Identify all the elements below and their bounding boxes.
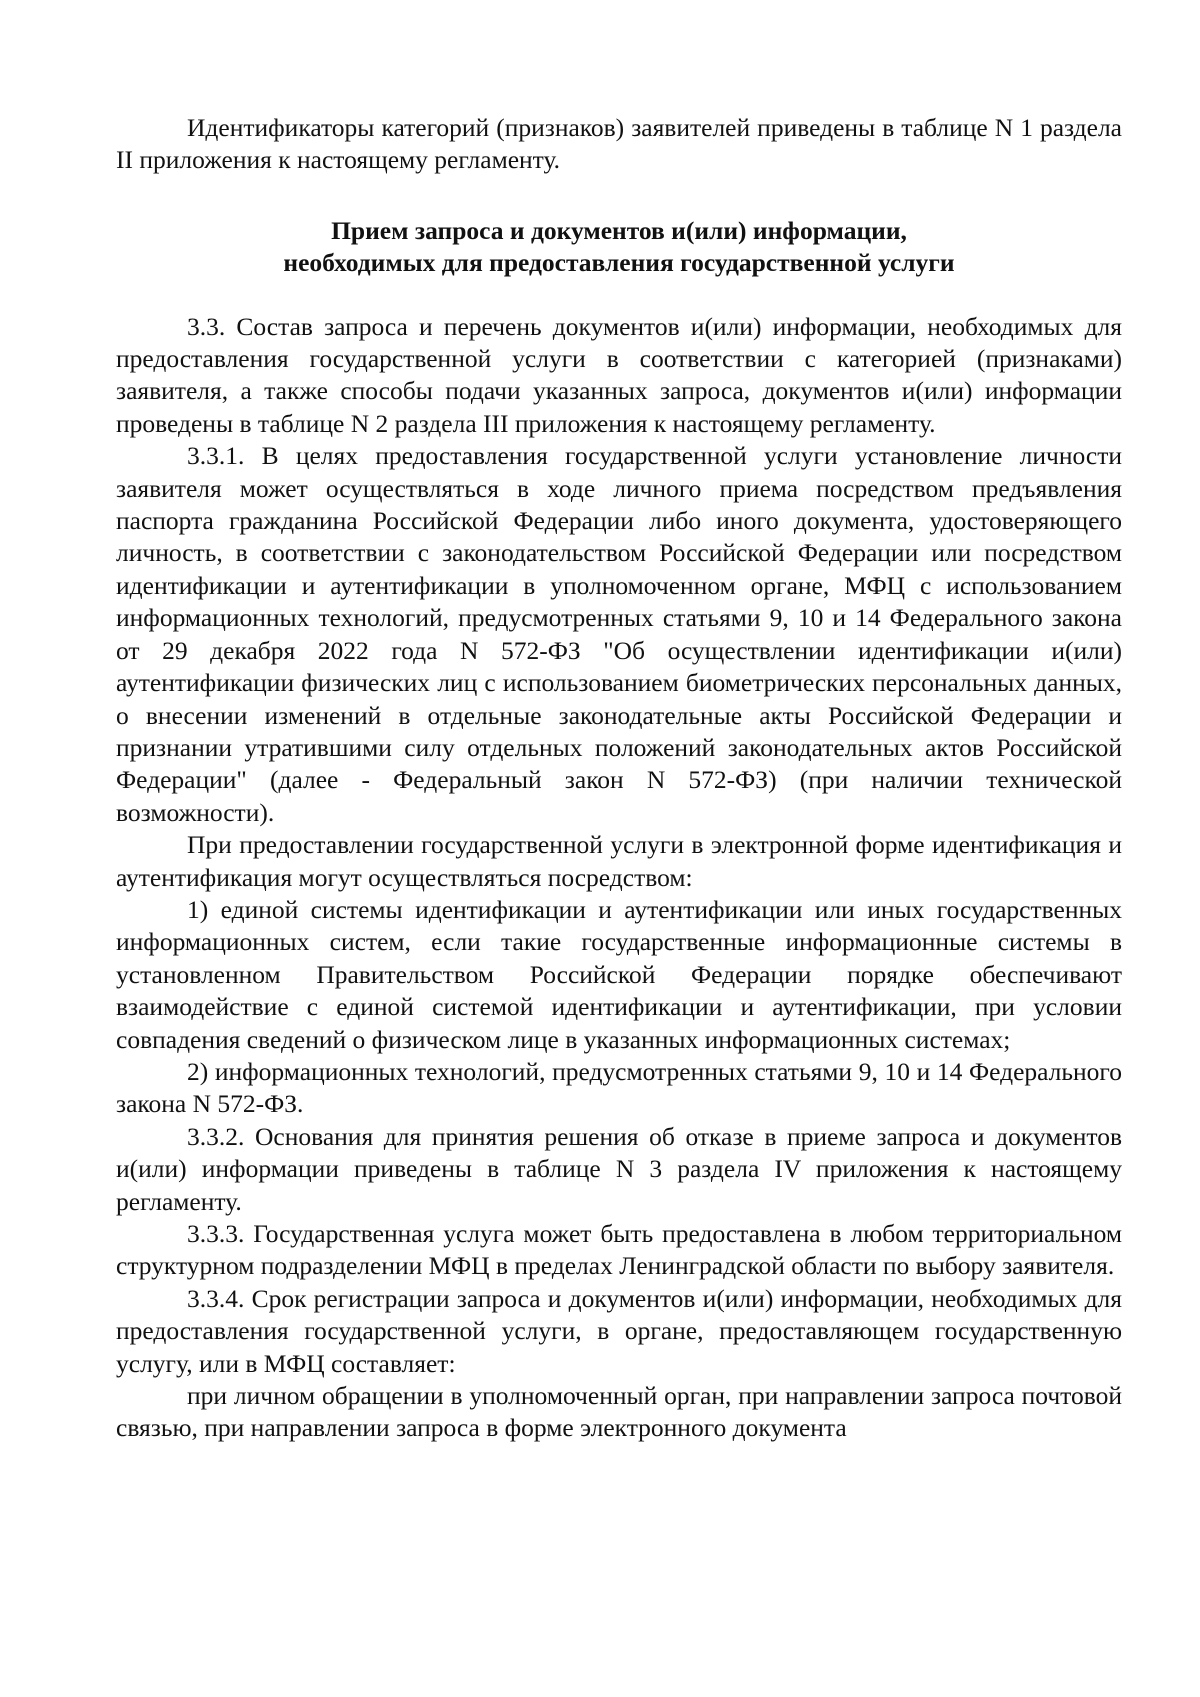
section-heading-line-1: Прием запроса и документов и(или) информации, <box>331 215 907 245</box>
section-heading-line-2: необходимых для предоставления государственной услуги <box>283 248 955 278</box>
section-heading <box>116 215 1122 280</box>
paragraph-3-3-2: 3.3.2. Основания для принятия решения об отказе в приеме запроса и документов и(или) информации приведены в таблице N 3 раздела IV приложения к настоящему регламенту. <box>116 1121 1122 1216</box>
paragraph-3-3-3: 3.3.3. Государственная услуга может быть предоставлена в любом территориальном структурном подразделении МФЦ в пределах Ленинградской области по выбору заявителя. <box>116 1219 1122 1281</box>
document-page <box>116 112 1122 1445</box>
list-item-1: 1) единой системы идентификации и аутентификации или иных государственных информационных систем, если такие государственные информационные системы в установленном Правительством Российской Федерации порядке обеспечивают взаимодействие с единой системой идентификации и аутентификации, при условии совпадения сведений о физическом лице в указанных информационных системах; <box>116 894 1122 1054</box>
paragraph-registration-terms: при личном обращении в уполномоченный орган, при направлении запроса почтовой связью, при направлении запроса в форме электронного документа <box>116 1381 1122 1443</box>
list-item-2: 2) информационных технологий, предусмотренных статьями 9, 10 и 14 Федерального закона N 572-ФЗ. <box>116 1056 1122 1119</box>
paragraph-3-3-1: 3.3.1. В целях предоставления государственной услуги установление личности заявителя может осуществляться в ходе личного приема посредством предъявления паспорта гражданина Российской Федерации либо иного документа, удостоверяющего личность, в соответствии с законодательством Российской Федерации или посредством идентификации и аутентификации в уполномоченном органе, МФЦ с использованием информационных технологий, предусмотренных статьями 9, 10 и 14 Федерального закона от 29 декабря 2022 года N 572-ФЗ "Об осуществлении идентификации и(или) аутентификации физических лиц с использованием биометрических персональных данных, о внесении изменений в отдельные законодательные акты Российской Федерации и признании утратившими силу отдельных положений законодательных актов Российской Федерации" (далее - Федеральный закон N 572-ФЗ) (при наличии технической возможности). <box>116 441 1122 827</box>
intro-paragraph: Идентификаторы категорий (признаков) заявителей приведены в таблице N 1 раздела II приложения к настоящему регламенту. <box>116 113 1122 175</box>
paragraph-electronic-identification: При предоставлении государственной услуги в электронной форме идентификация и аутентификация могут осуществляться посредством: <box>116 830 1122 892</box>
paragraph-3-3: 3.3. Состав запроса и перечень документов и(или) информации, необходимых для предоставления государственной услуги в соответствии с категорией (признаками) заявителя, а также способы подачи указанных запроса, документов и(или) информации проведены в таблице N 2 раздела III приложения к настоящему регламенту. <box>116 311 1122 438</box>
paragraph-3-3-4: 3.3.4. Срок регистрации запроса и документов и(или) информации, необходимых для предоставления государственной услуги, в органе, предоставляющем государственную услугу, или в МФЦ составляет: <box>116 1283 1122 1378</box>
